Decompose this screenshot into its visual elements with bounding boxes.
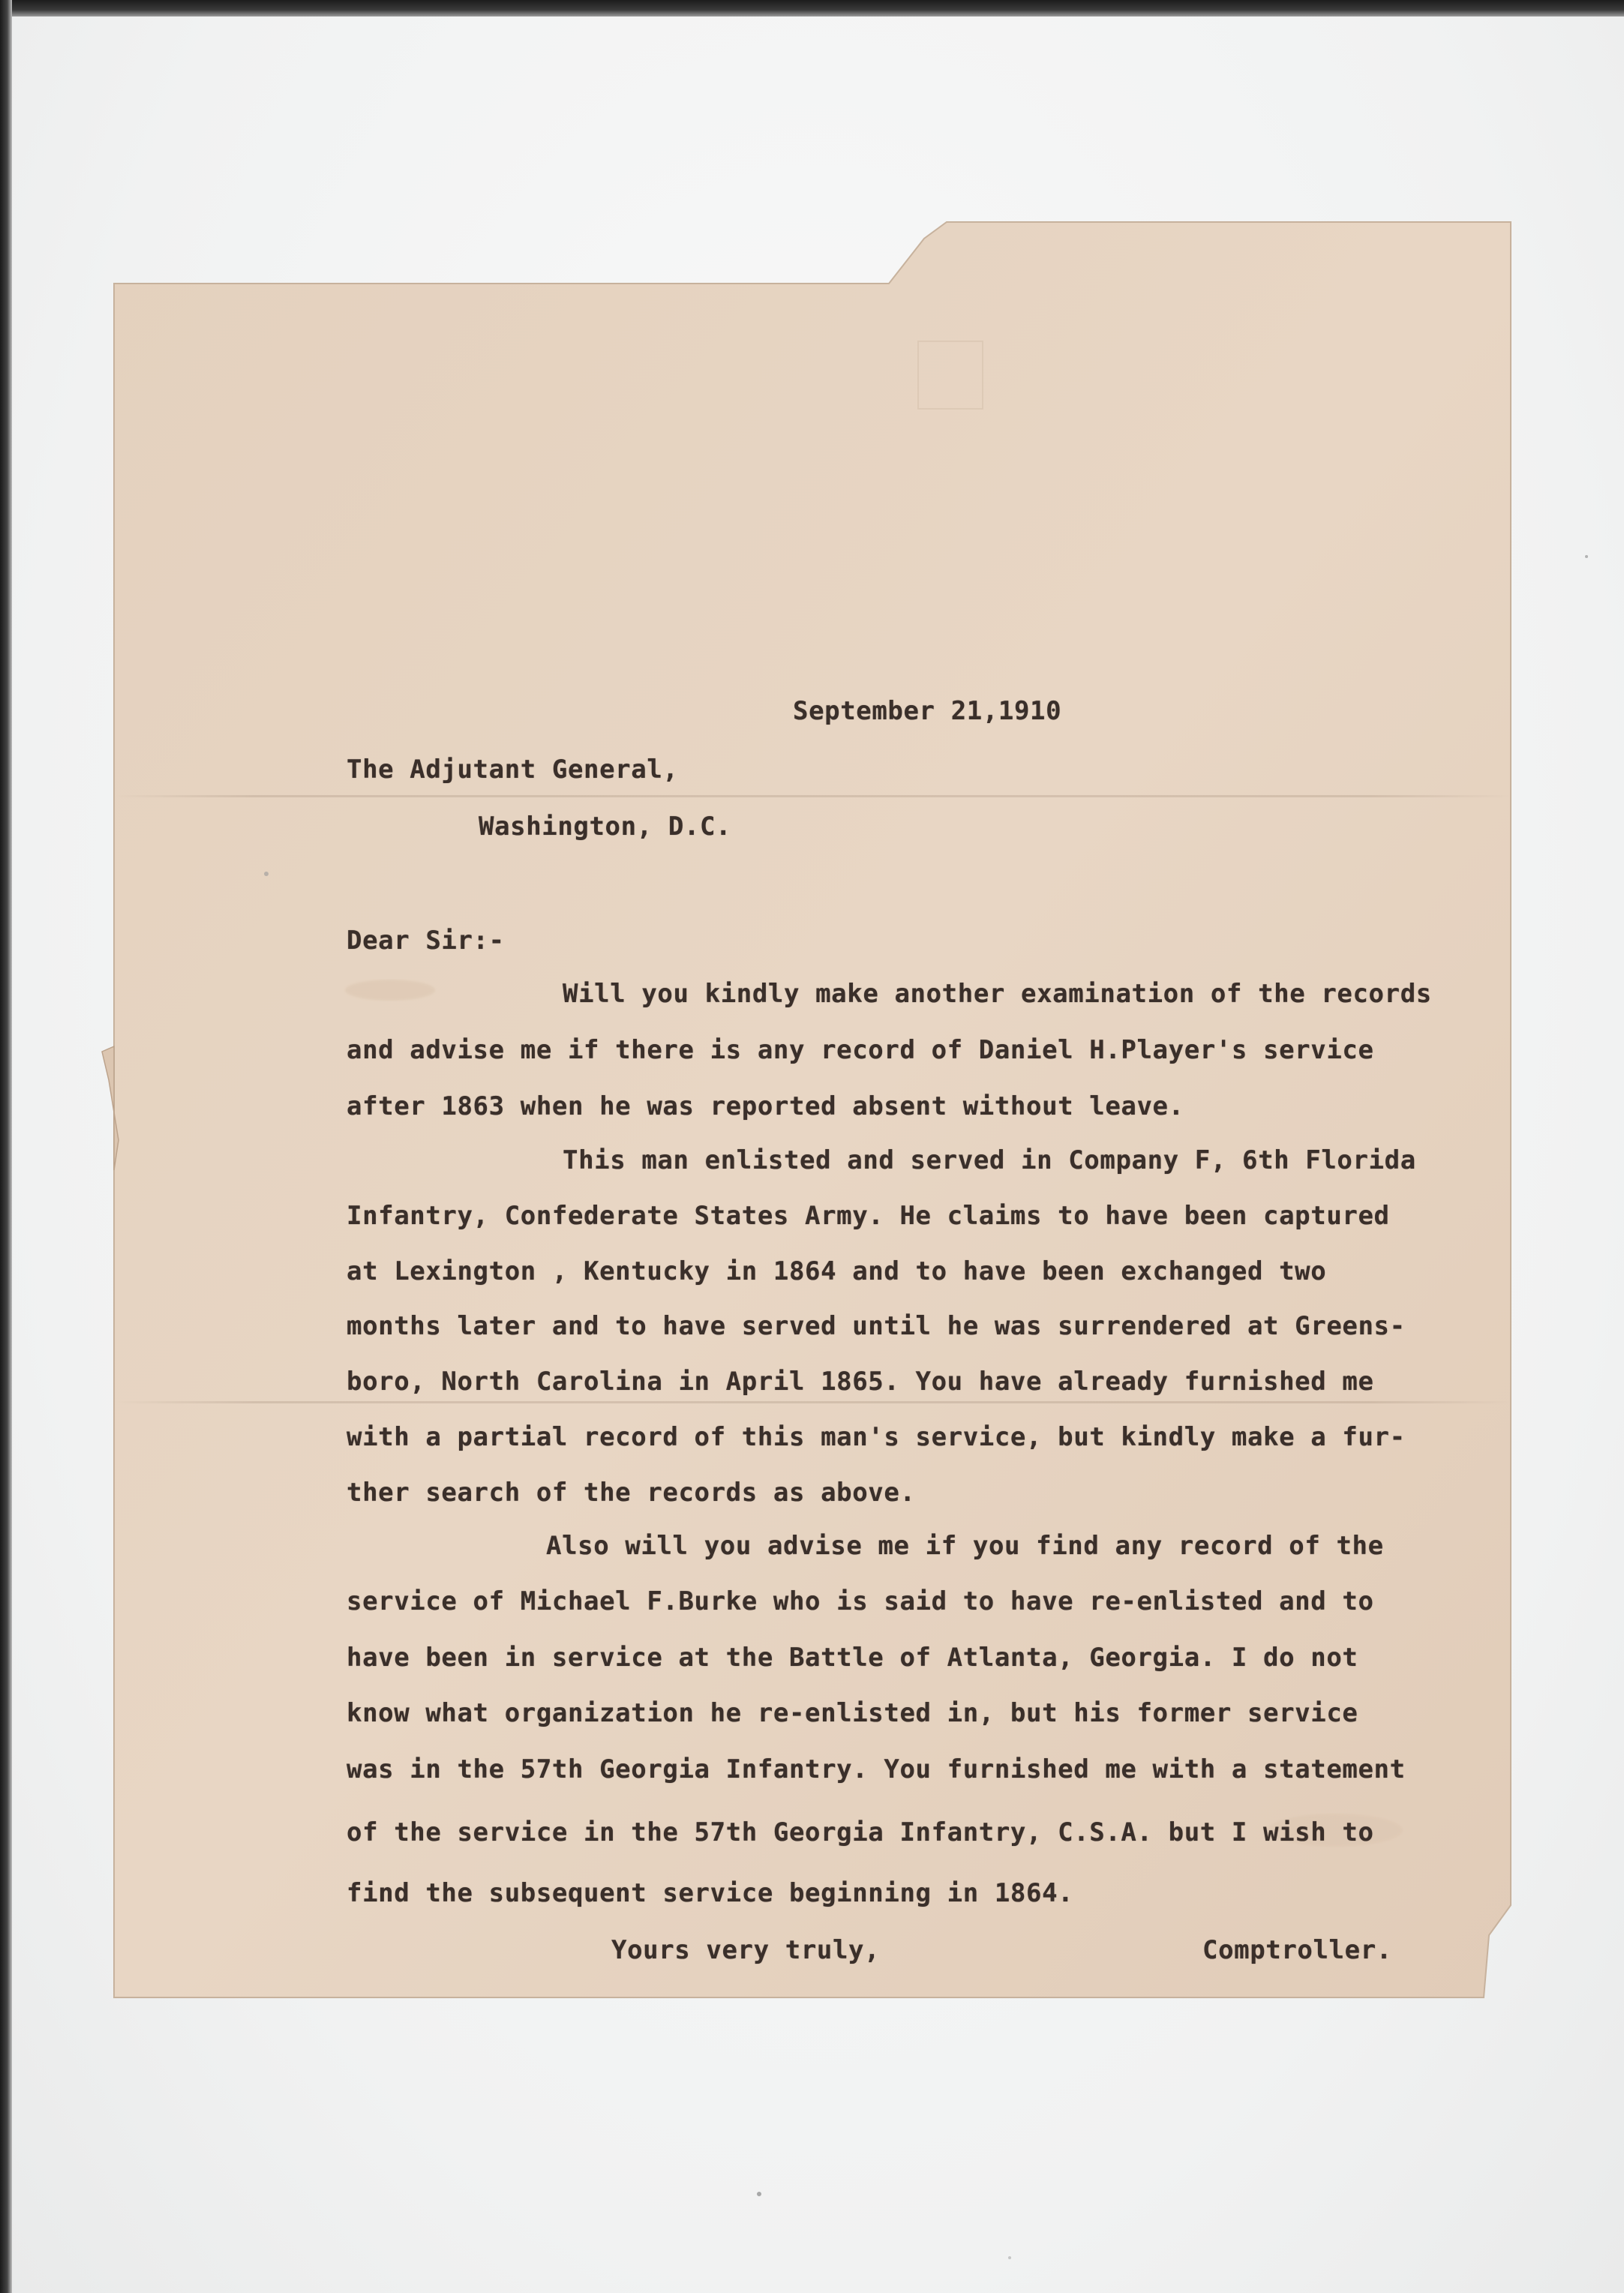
body-line: Also will you advise me if you find any record of the bbox=[546, 1531, 1384, 1561]
paper-fold-lower bbox=[114, 1401, 1511, 1403]
body-line: service of Michael F.Burke who is said to have re-enlisted and to bbox=[347, 1586, 1374, 1616]
salutation: Dear Sir:- bbox=[347, 926, 505, 956]
body-line: know what organization he re-enlisted in, but his former service bbox=[347, 1698, 1358, 1728]
body-line: of the service in the 57th Georgia Infantry, C.S.A. but I wish to bbox=[347, 1817, 1374, 1847]
body-line: at Lexington , Kentucky in 1864 and to have been exchanged two bbox=[347, 1256, 1327, 1286]
body-line: ther search of the records as above. bbox=[347, 1478, 916, 1508]
body-line: This man enlisted and served in Company F, 6th Florida bbox=[563, 1145, 1416, 1175]
recipient-city: Washington, D.C. bbox=[479, 812, 732, 842]
body-line: Will you kindly make another examination of the records bbox=[563, 979, 1432, 1009]
body-line: boro, North Carolina in April 1865. You have already furnished me bbox=[347, 1367, 1374, 1397]
body-line: have been in service at the Battle of Atlanta, Georgia. I do not bbox=[347, 1643, 1358, 1673]
signature-title: Comptroller. bbox=[1202, 1935, 1392, 1965]
body-line: and advise me if there is any record of Daniel H.Player's service bbox=[347, 1035, 1374, 1065]
body-line: Infantry, Confederate States Army. He claims to have been captured bbox=[347, 1201, 1390, 1231]
body-line: with a partial record of this man's service, but kindly make a fur- bbox=[347, 1422, 1406, 1452]
body-line: months later and to have served until he was surrendered at Greens- bbox=[347, 1311, 1406, 1341]
recipient-title: The Adjutant General, bbox=[347, 755, 679, 785]
body-line: was in the 57th Georgia Infantry. You furnished me with a statement bbox=[347, 1754, 1406, 1784]
body-line: after 1863 when he was reported absent without leave. bbox=[347, 1091, 1184, 1121]
letter-date: September 21,1910 bbox=[793, 696, 1062, 726]
body-line: find the subsequent service beginning in 1864. bbox=[347, 1878, 1074, 1908]
closing: Yours very truly, bbox=[611, 1935, 881, 1965]
paper-fold-upper bbox=[114, 795, 1511, 797]
